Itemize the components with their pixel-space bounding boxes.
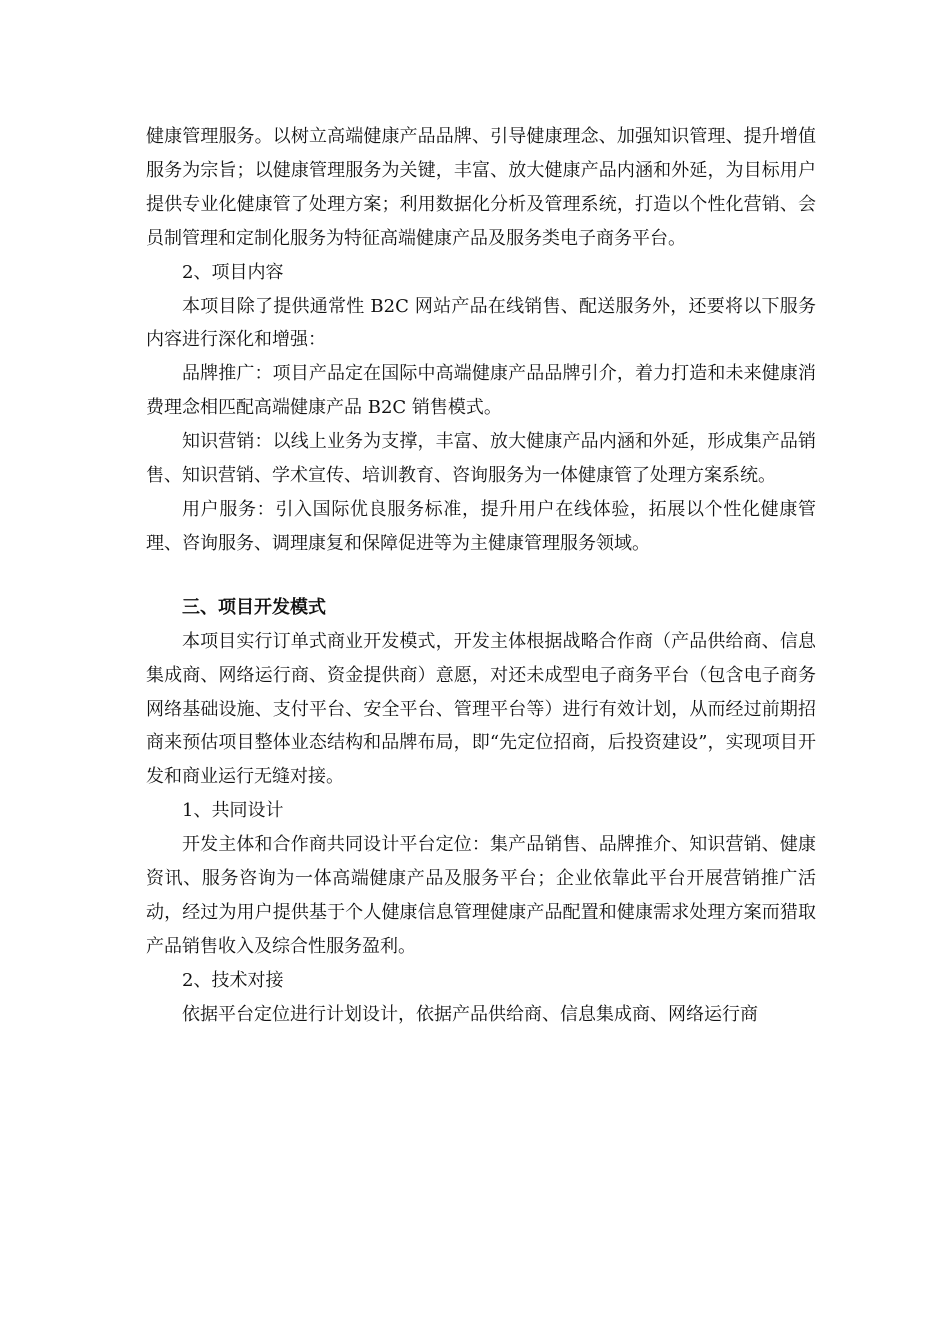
paragraph-joint-design: 开发主体和合作商共同设计平台定位：集产品销售、品牌推介、知识营销、健康资讯、服务咨询为一体高端健康产品及服务平台；企业依靠此平台开展营销推广活动，经过为用户提供基于个人健康信息管理健康产品配置和健康需求处理方案而猎取产品销售收入及综合性服务盈利。 <box>146 834 816 957</box>
paragraph-intro-continuation: 健康管理服务。以树立高端健康产品品牌、引导健康理念、加强知识管理、提升增值服务为宗旨；以健康管理服务为关键，丰富、放大健康产品内涵和外延，为目标用户提供专业化健康管了处理方案；利用数据化分析及管理系统，打造以个性化营销、会员制管理和定制化服务为特征高端健康产品及服务类电子商务平台。 <box>146 126 816 249</box>
paragraph-project-content: 本项目除了提供通常性 B2C 网站产品在线销售、配送服务外，还要将以下服务内容进行深化和增强： <box>146 295 816 351</box>
subheading-technical-docking: 2、技术对接 <box>182 969 284 991</box>
paragraph-user-service: 用户服务：引入国际优良服务标准，提升用户在线体验，拓展以个性化健康管理、咨询服务、调理康复和保障促进等为主健康管理服务领域。 <box>146 498 816 554</box>
subheading-joint-design: 1、共同设计 <box>182 800 284 822</box>
subheading-project-content: 2、项目内容 <box>182 261 284 283</box>
paragraph-development-mode: 本项目实行订单式商业开发模式，开发主体根据战略合作商（产品供给商、信息集成商、网络运行商、资金提供商）意愿，对还未成型电子商务平台（包含电子商务网络基础设施、支付平台、安全平台、管理平台等）进行有效计划，从而经过前期招商来预估项目整体业态结构和品牌布局，即“先定位招商，后投资建设”，实现项目开发和商业运行无缝对接。 <box>146 630 816 788</box>
section-heading-development-mode: 三、项目开发模式 <box>182 596 326 618</box>
paragraph-knowledge-marketing: 知识营销：以线上业务为支撑，丰富、放大健康产品内涵和外延，形成集产品销售、知识营销、学术宣传、培训教育、咨询服务为一体健康管了处理方案系统。 <box>146 431 816 487</box>
paragraph-brand-promotion: 品牌推广：项目产品定在国际中高端健康产品品牌引介，着力打造和未来健康消费理念相匹配高端健康产品 B2C 销售模式。 <box>146 363 816 419</box>
document-page <box>146 120 816 1032</box>
paragraph-technical-docking: 依据平台定位进行计划设计，依据产品供给商、信息集成商、网络运行商 <box>182 1003 758 1025</box>
